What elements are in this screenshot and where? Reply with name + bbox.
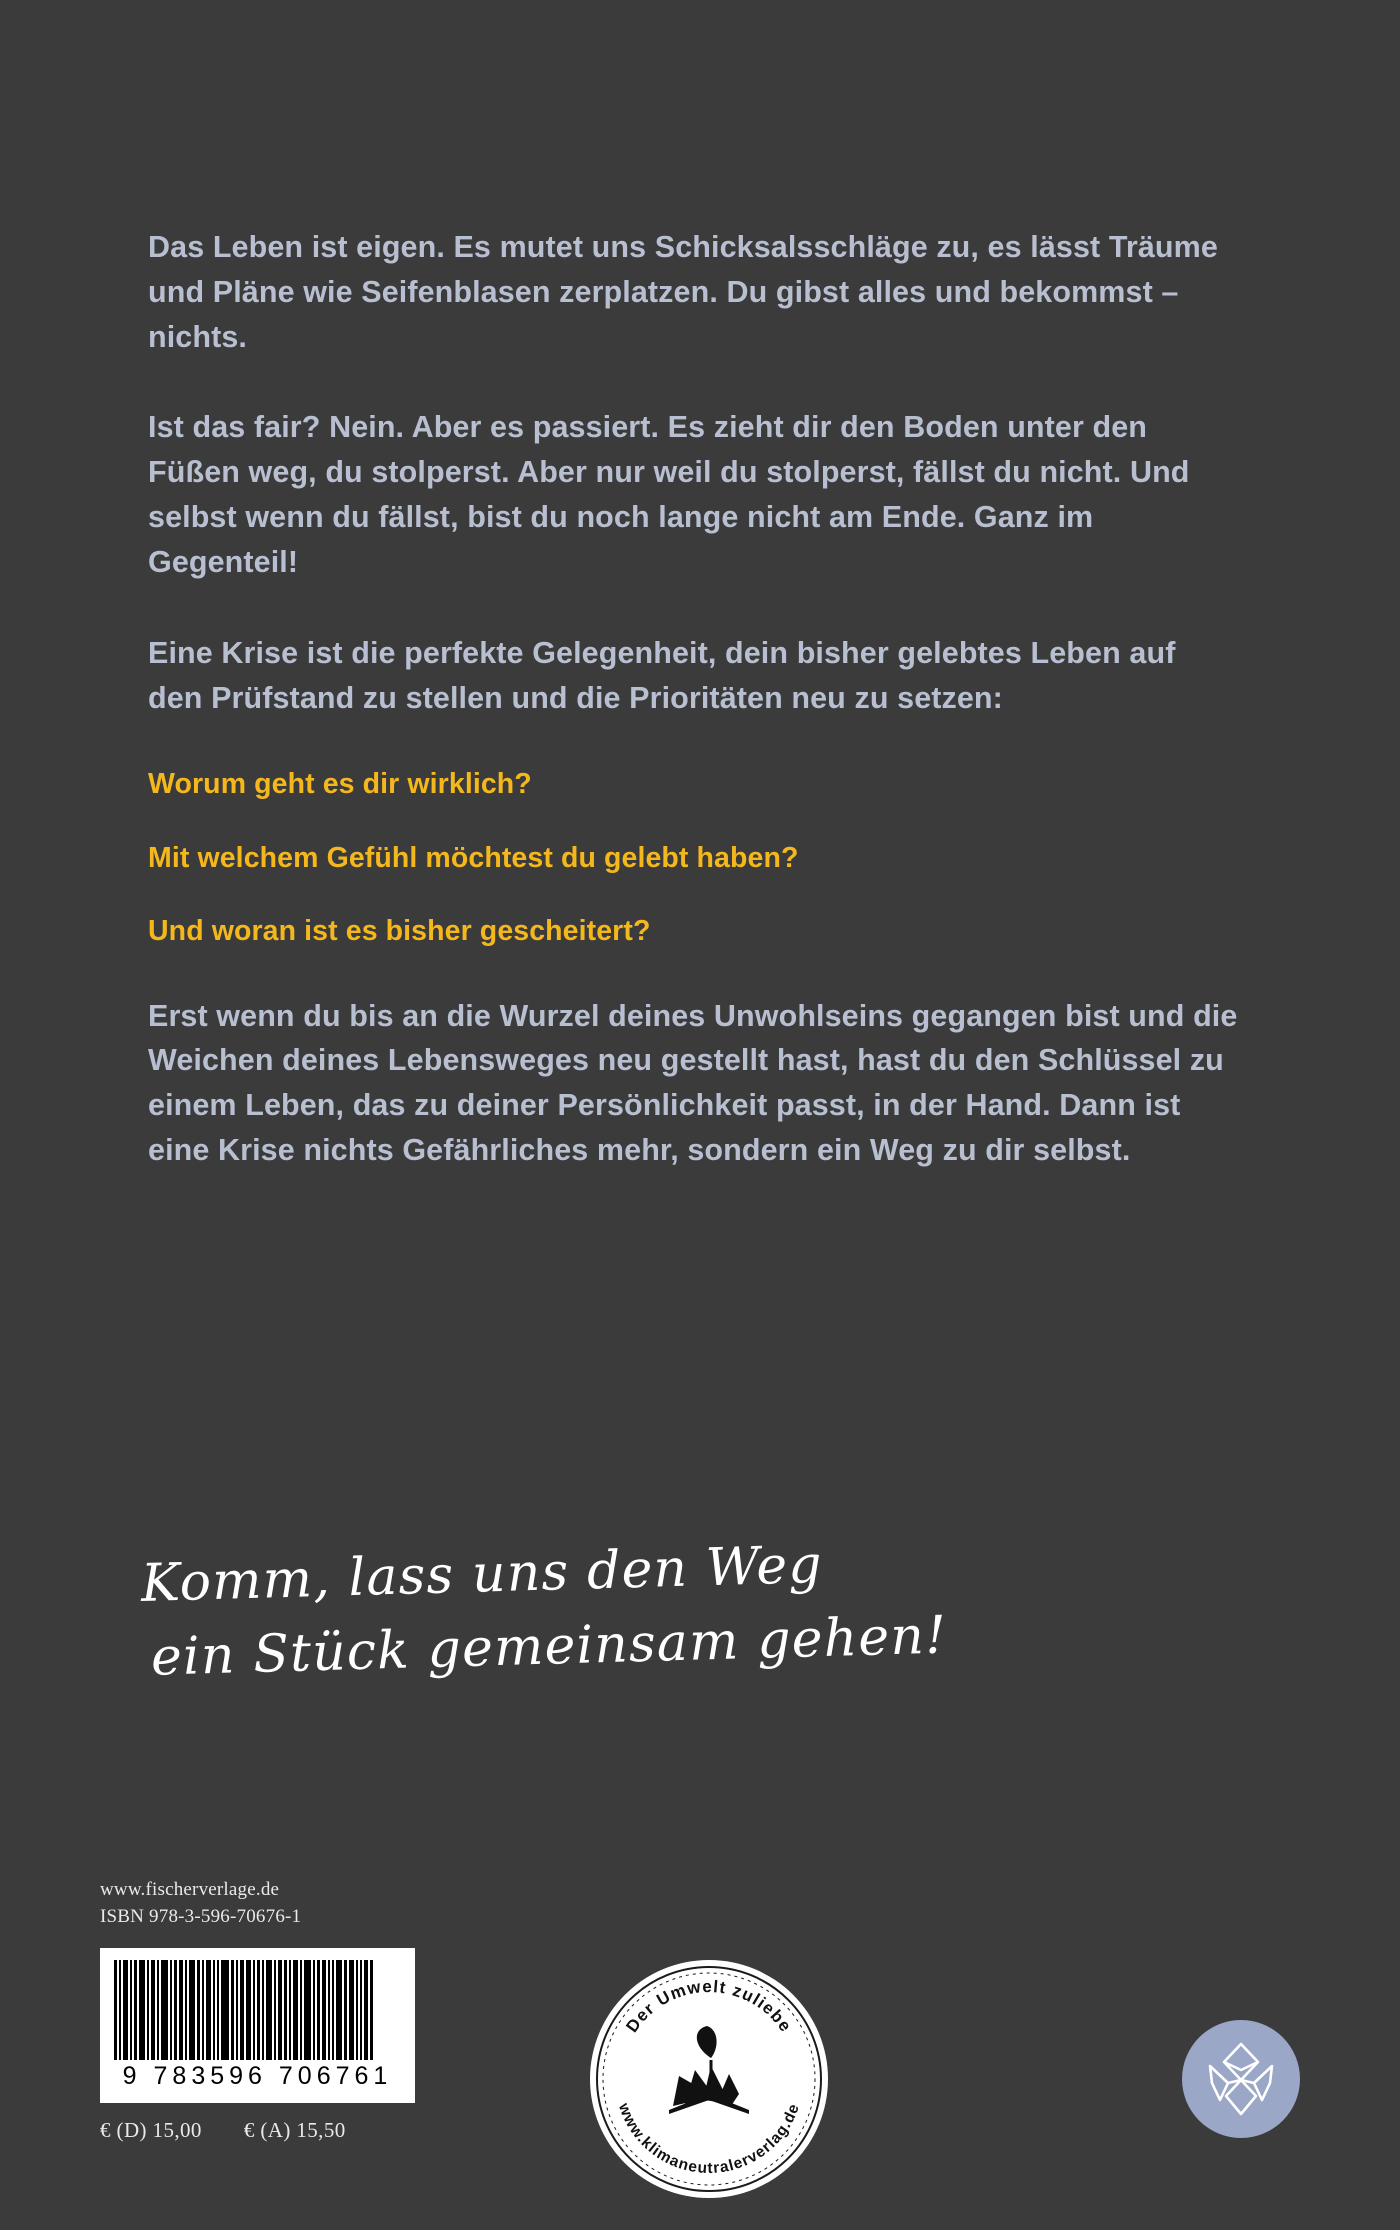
seal-graphic — [590, 1960, 828, 2198]
isbn-text: ISBN 978-3-596-70676-1 — [100, 1905, 302, 1927]
question-list — [148, 766, 1238, 949]
barcode-bars — [114, 1960, 401, 2060]
cover-footer — [0, 1860, 1400, 2230]
climate-neutral-seal — [590, 1960, 828, 2198]
fischer-verlage-logo — [1182, 2020, 1300, 2138]
three-fishes-icon — [1198, 2036, 1284, 2122]
barcode — [100, 1948, 415, 2103]
svg-text:Der Umwelt zuliebe: Der Umwelt zuliebe — [622, 1976, 796, 2036]
question-3: Und woran ist es bisher gescheitert? — [148, 914, 651, 947]
handwritten-line-2: ein Stück gemeinsam gehen! — [150, 1605, 948, 1688]
price-line — [100, 2118, 346, 2143]
price-germany: € (D) 15,00 — [100, 2118, 202, 2142]
imprint-block — [100, 1877, 301, 1931]
publisher-url: www.fischerverlage.de — [100, 1879, 280, 1900]
paragraph-1: Das Leben ist eigen. Es mutet uns Schicksalsschläge zu, es lässt Träume und Pläne wie Seifenblasen zerplatzen. Du gibst alles und bekommst – nichts. — [148, 230, 1218, 354]
paragraph-3: Eine Krise ist die perfekte Gelegenheit, dein bisher gelebtes Leben auf den Prüfstand zu stellen und die Prioritäten neu zu setzen: — [148, 635, 1176, 715]
price-austria: € (A) 15,50 — [243, 2118, 346, 2142]
handwritten-callout — [140, 1521, 1104, 1695]
handwritten-line-1: Komm, lass uns den Weg — [140, 1534, 824, 1614]
question-1: Worum geht es dir wirklich? — [148, 768, 532, 801]
paragraph-4: Erst wenn du bis an die Wurzel deines Unwohlseins gegangen bist und die Weichen deines Lebensweges neu gestellt hast, hast du den Schlüssel zu einem Leben, das zu deiner Persönlichkeit passt, in der Hand. Dann ist eine Krise nichts Gefährliches mehr, sondern ein Weg zu dir selbst. — [148, 998, 1238, 1168]
svg-text:www.klimaneutralerverlag.de: www.klimaneutralerverlag.de — [614, 2101, 804, 2178]
blurb-text-block — [148, 225, 1238, 1173]
barcode-digits: 9 783596 706761 — [122, 2062, 393, 2090]
question-2: Mit welchem Gefühl möchtest du gelebt haben? — [148, 841, 799, 874]
paragraph-2: Ist das fair? Nein. Aber es passiert. Es zieht dir den Boden unter den Füßen weg, du stolperst. Aber nur weil du stolperst, fällst du nicht. Und selbst wenn du fällst, bist du noch lange nicht am Ende. Ganz im Gegenteil! — [148, 410, 1190, 579]
